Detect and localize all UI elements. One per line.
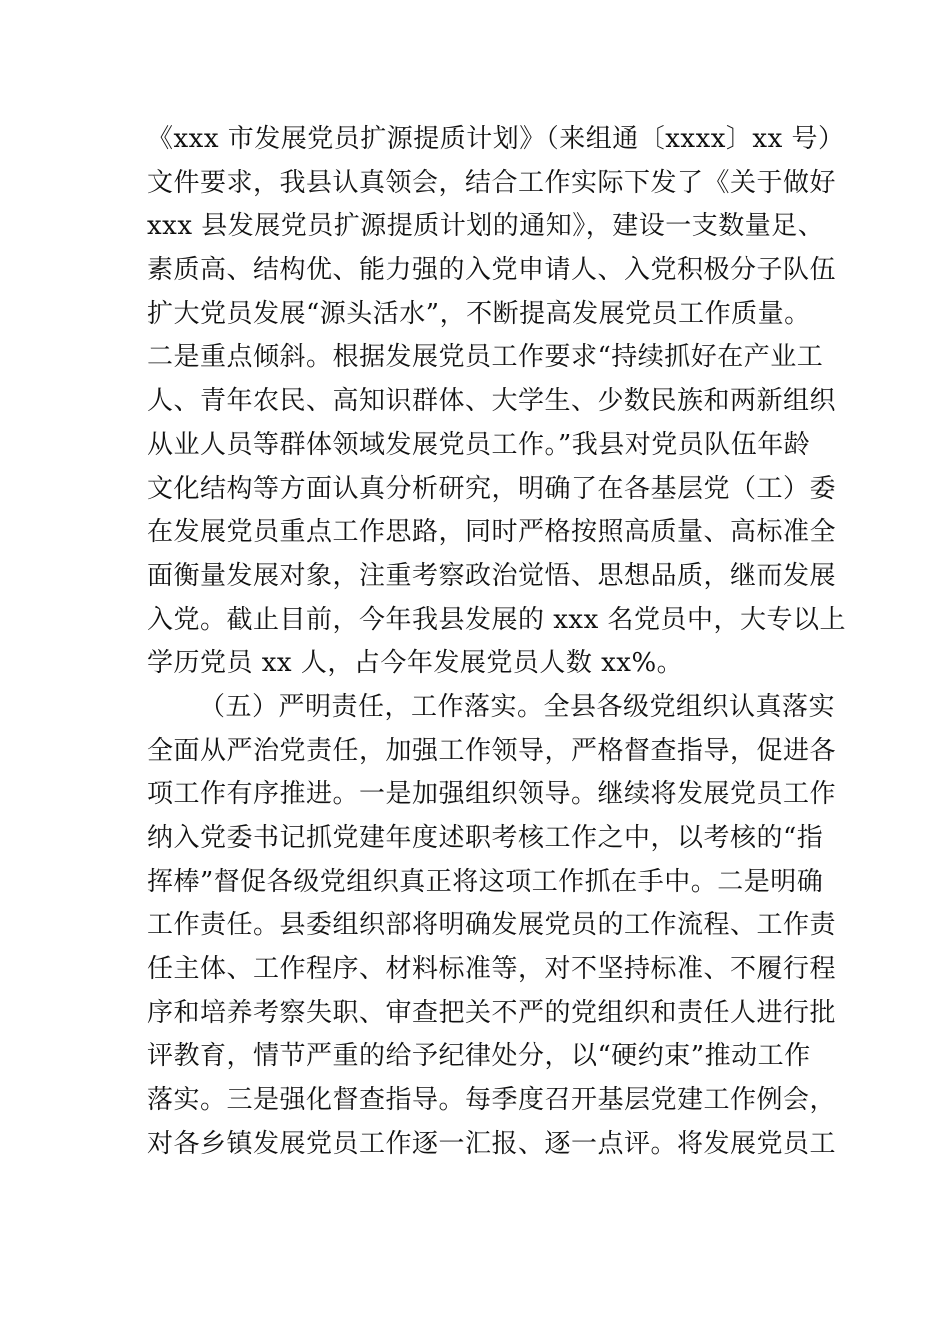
text-line: xxx 县发展党员扩源提质计划的通知》，建设一支数量足、 [147, 211, 825, 242]
text-line: 从业人员等群体领域发展党员工作。”我县对党员队伍年龄 [147, 429, 811, 460]
text-line: 对各乡镇发展党员工作逐一汇报、逐一点评。将发展党员工 [147, 1128, 837, 1159]
text-line: 二是重点倾斜。根据发展党员工作要求“持续抓好在产业工 [147, 342, 824, 373]
text-line: 全面从严治党责任，加强工作领导，严格督查指导，促进各 [147, 735, 837, 766]
text-line: 素质高、结构优、能力强的入党申请人、入党积极分子队伍 [147, 255, 837, 286]
text-line: 挥棒”督促各级党组织真正将这项工作抓在手中。二是明确 [147, 866, 824, 897]
text-line: 《xxx 市发展党员扩源提质计划》（来组通〔xxxx〕xx 号） [147, 124, 845, 154]
text-line: 入党。截止目前，今年我县发展的 xxx 名党员中，大专以上 [147, 604, 847, 635]
text-line: 评教育，情节严重的给予纪律处分，以“硬约束”推动工作 [147, 1041, 811, 1072]
paragraph-end-line: 学历党员 xx 人，占今年发展党员人数 xx%。 [147, 648, 684, 679]
text-line: 项工作有序推进。一是加强组织领导。继续将发展党员工作 [147, 779, 837, 810]
text-line: 文化结构等方面认真分析研究，明确了在各基层党（工）委 [147, 473, 837, 504]
section-heading-line: （五）严明责任，工作落实。全县各级党组织认真落实 [199, 691, 836, 722]
text-line: 扩大党员发展“源头活水”，不断提高发展党员工作质量。 [147, 298, 811, 329]
text-line: 面衡量发展对象，注重考察政治觉悟、思想品质，继而发展 [147, 560, 837, 591]
text-line: 文件要求，我县认真领会，结合工作实际下发了《关于做好 [147, 167, 837, 198]
text-line: 任主体、工作程序、材料标准等，对不坚持标准、不履行程 [147, 954, 837, 985]
text-line: 在发展党员重点工作思路，同时严格按照高质量、高标准全 [147, 517, 837, 548]
body-text [147, 118, 847, 1167]
text-line: 序和培养考察失职、审查把关不严的党组织和责任人进行批 [147, 997, 837, 1028]
text-line: 纳入党委书记抓党建年度述职考核工作之中，以考核的“指 [147, 823, 824, 853]
text-line: 人、青年农民、高知识群体、大学生、少数民族和两新组织 [147, 386, 837, 417]
text-line: 落实。三是强化督查指导。每季度召开基层党建工作例会， [147, 1085, 837, 1116]
text-line: 工作责任。县委组织部将明确发展党员的工作流程、工作责 [147, 910, 837, 941]
